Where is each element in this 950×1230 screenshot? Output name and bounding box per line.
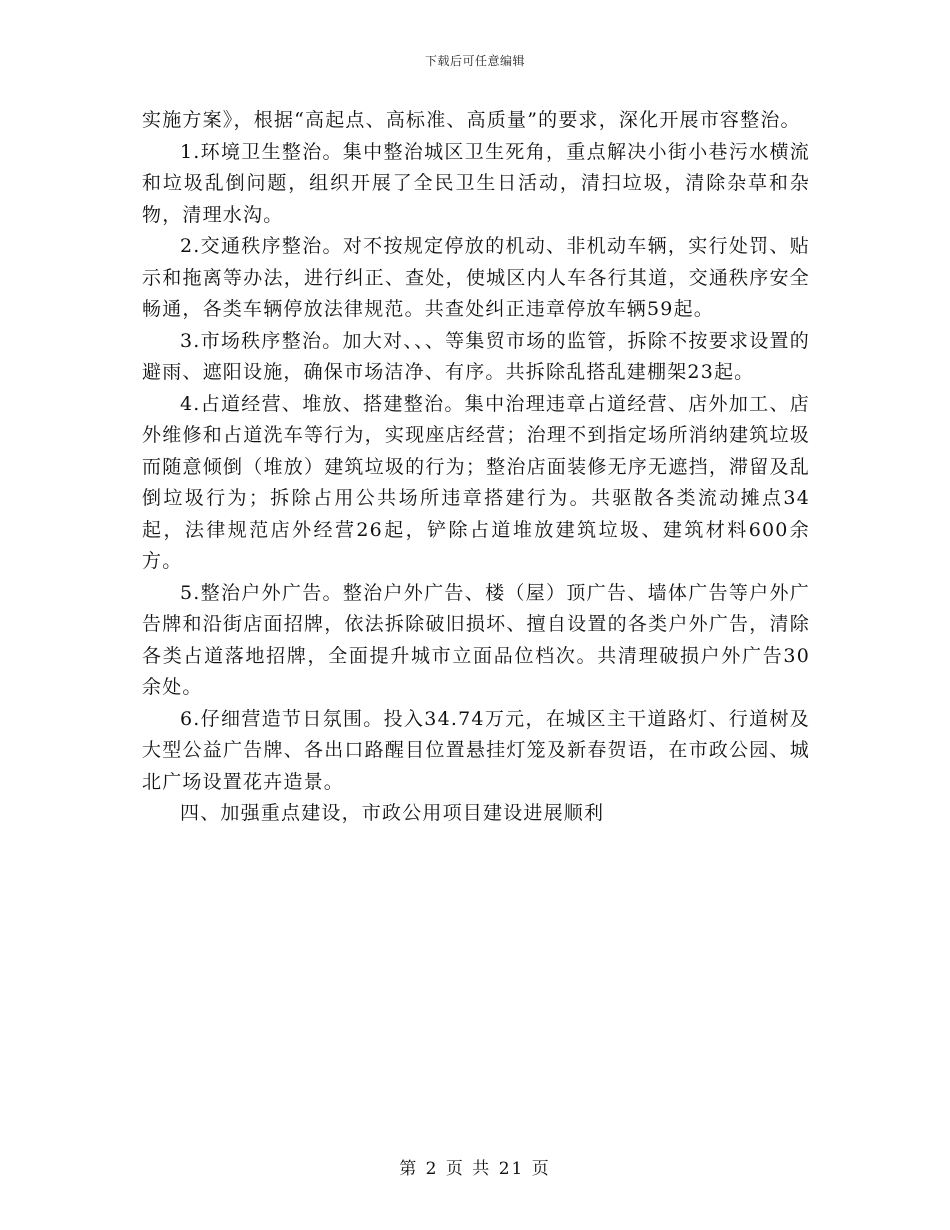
page-number: 第 2 页 共 21 页: [399, 1159, 551, 1179]
paragraph-7: 6.仔细营造节日氛围。投入34.74万元，在城区主干道路灯、行道树及大型公益广告牌、各出口路醒目位置悬挂灯笼及新春贺语，在市政公园、城北广场设置花卉造景。: [142, 707, 810, 793]
page-header: 下载后可任意编辑: [424, 54, 525, 68]
paragraph-5: 4.占道经营、堆放、搭建整治。集中治理违章占道经营、店外加工、店外维修和占道洗车等行为，实现座店经营；治理不到指定场所消纳建筑垃圾而随意倾倒（堆放）建筑垃圾的行为；整治店面装修无序无遮挡，滞留及乱倒垃圾行为；拆除占用公共场所违章搭建行为。共驱散各类流动摊点34起，法律规范店外经营26起，铲除占道堆放建筑垃圾、建筑材料600余方。: [142, 392, 810, 572]
paragraph-2: 1.环境卫生整治。集中整治城区卫生死角，重点解决小街小巷污水横流和垃圾乱倒问题，组织开展了全民卫生日活动，清扫垃圾，清除杂草和杂物，清理水沟。: [142, 140, 810, 226]
paragraph-6: 5.整治户外广告。整治户外广告、楼（屋）顶广告、墙体广告等户外广告牌和沿街店面招牌，依法拆除破旧损坏、擅自设置的各类户外广告，清除各类占道落地招牌，全面提升城市立面品位档次。共清理破损户外广告30余处。: [142, 581, 810, 698]
body-text: [142, 105, 810, 830]
paragraph-3: 2.交通秩序整治。对不按规定停放的机动、非机动车辆，实行处罚、贴示和拖离等办法，进行纠正、查处，使城区内人车各行其道，交通秩序安全畅通，各类车辆停放法律规范。共查处纠正违章停放车辆59起。: [142, 235, 810, 320]
paragraph-1: 实施方案》，根据“高起点、高标准、高质量”的要求，深化开展市容整治。: [142, 109, 801, 131]
paragraph-4: 3.市场秩序整治。加大对、、、等集贸市场的监管，拆除不按要求设置的避雨、遮阳设施，确保市场洁净、有序。共拆除乱搭乱建棚架23起。: [142, 329, 810, 383]
section-heading: 四、加强重点建设，市政公用项目建设进展顺利: [180, 802, 605, 824]
